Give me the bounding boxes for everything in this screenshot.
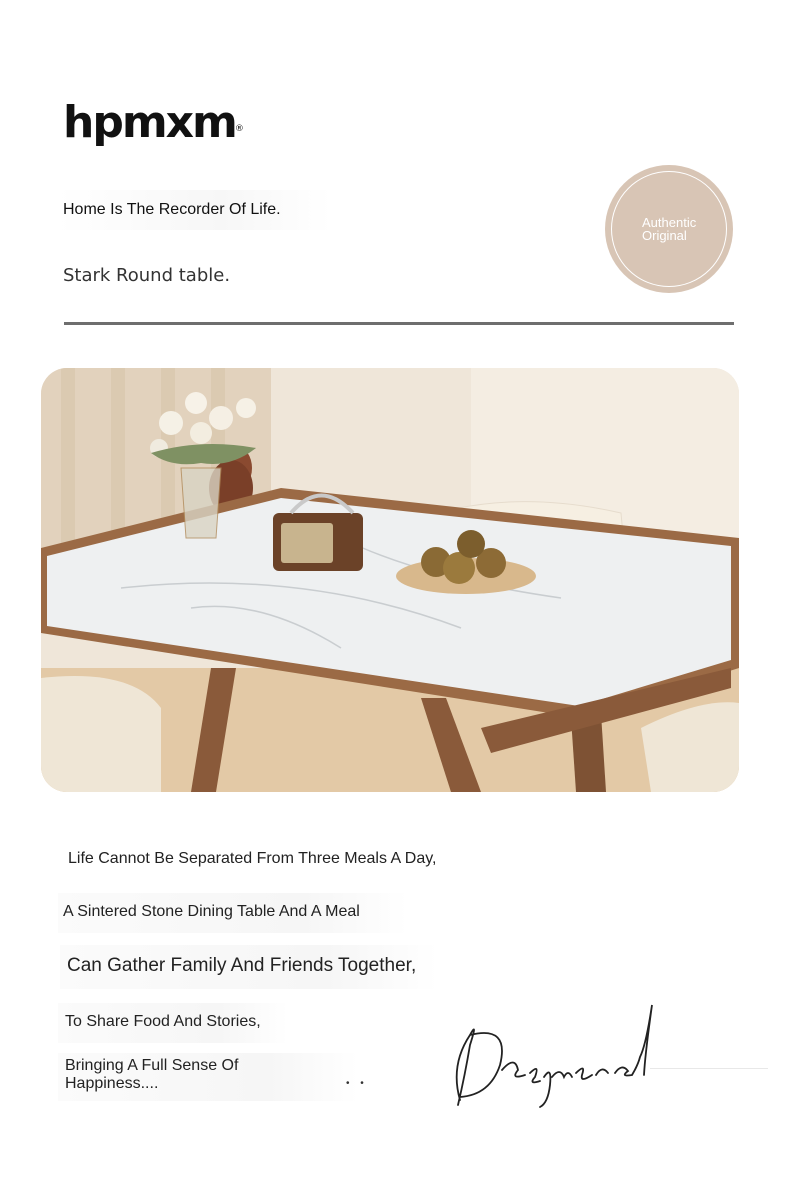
- signature-designer-said: [440, 985, 670, 1115]
- authentic-badge: [605, 165, 733, 293]
- product-title: Stark Round table.: [63, 265, 231, 286]
- brand-name: hpmxm: [63, 97, 236, 148]
- tagline: Home Is The Recorder Of Life.: [57, 190, 331, 230]
- copy-line-5: [58, 1053, 358, 1101]
- hero-image: [41, 368, 739, 792]
- brand-logo: [63, 97, 244, 148]
- copy-line-5a: Bringing A Full Sense Of: [65, 1057, 239, 1074]
- section-divider: [64, 322, 734, 325]
- copy-line-5b: Happiness....: [65, 1075, 159, 1092]
- registered-mark: ®: [234, 124, 244, 134]
- badge-ring: [611, 171, 727, 287]
- decorative-dots: • •: [346, 1078, 368, 1089]
- copy-line-4: To Share Food And Stories,: [58, 1003, 288, 1043]
- badge-line-1: Authentic: [642, 215, 697, 230]
- copy-line-3: Can Gather Family And Friends Together,: [60, 945, 438, 989]
- dining-scene-illustration: [41, 368, 739, 792]
- copy-line-1: Life Cannot Be Separated From Three Meals A Day,: [68, 850, 437, 867]
- signature-underline: [650, 1068, 768, 1069]
- badge-line-2: Original: [642, 228, 687, 243]
- copy-line-2: A Sintered Stone Dining Table And A Meal: [58, 893, 408, 933]
